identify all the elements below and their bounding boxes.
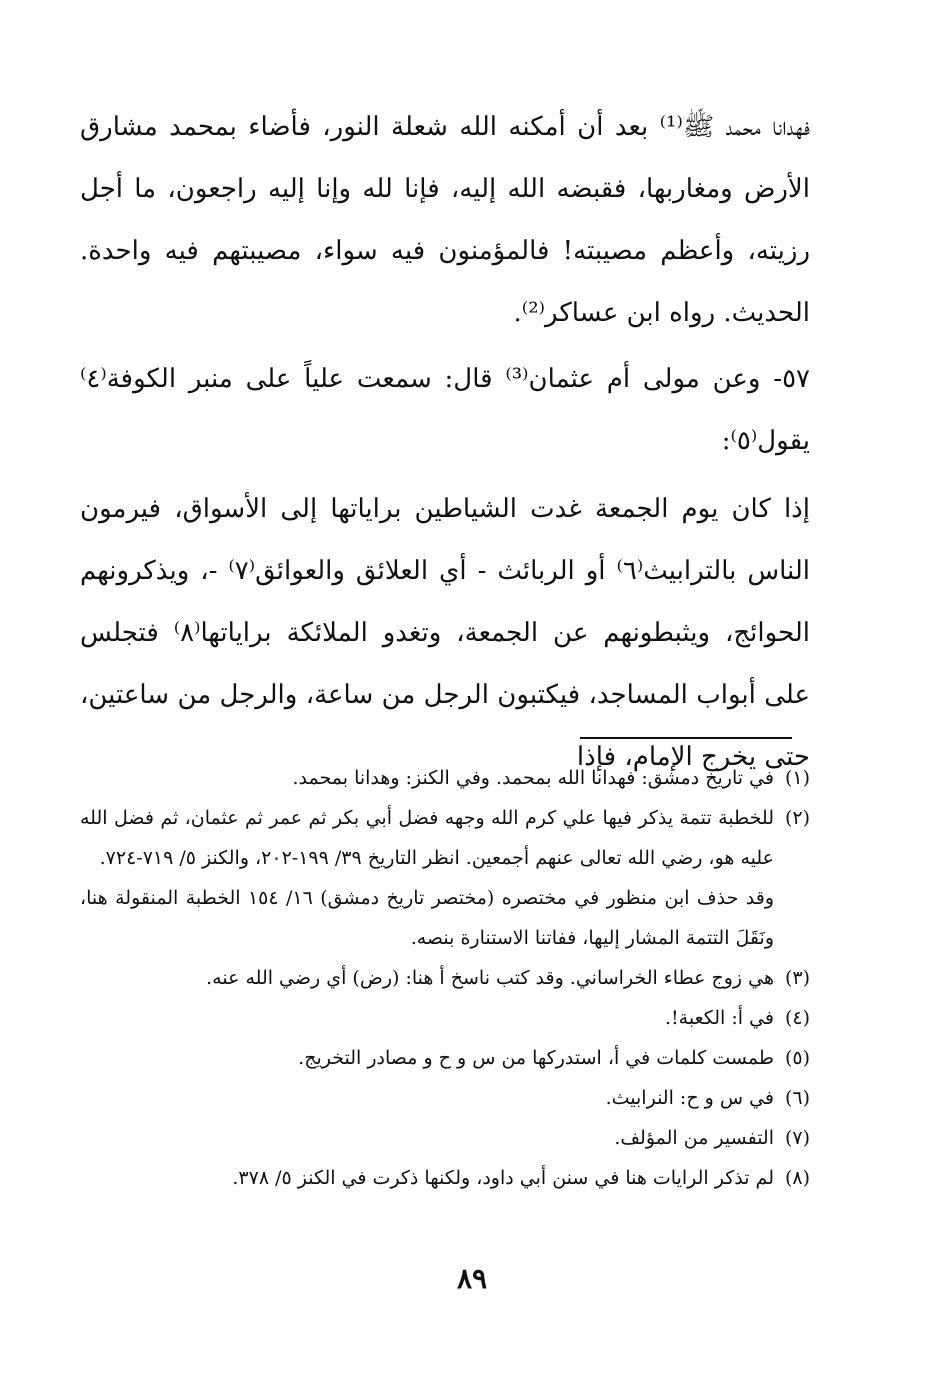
footnote-text: لم تذكر الرايات هنا في سنن أبي داود، ولكنها ذكرت في الكنز ٥/ ٣٧٨. [232,1167,774,1189]
paragraph-2: ٥٧- وعن مولى أم عثمان⁽³⁾ قال: سمعت علياً على منبر الكوفة⁽٤⁾ يقول⁽٥⁾: [80,364,810,456]
footnote-text: هي زوج عطاء الخراساني. وقد كتب ناسخ أ هنا: (رض) أي رضي الله عنه. [206,967,774,989]
footnote-number: (٨) [784,1167,810,1189]
footnote-3 [80,958,810,998]
footnote-text: للخطبة تتمة يذكر فيها علي كرم الله وجهه فضل أبي بكر ثم عمر ثم عثمان، ثم فضل الله عليه هو، رضي الله تعالى عنهم أجمعين. انظر التاريخ ٣٩/ ١٩٩-٢٠٢، والكنز ٥/ ٧١٩-٧٢٤. [80,807,774,869]
footnote-text: في أ: الكعبة!. [665,1007,774,1029]
footnote-number: (٦) [784,1087,810,1109]
footnote-text: طمست كلمات في أ، استدركها من س و ح و مصادر التخريج. [298,1047,774,1069]
footnote-1 [80,758,810,798]
footnote-number: (٣) [784,967,810,989]
footnote-2-continuation [80,878,810,958]
footnote-number: (٤) [784,1007,810,1029]
paragraph-1: فهدانا محمد ﷺ⁽¹⁾ بعد أن أمكنه الله شعلة النور، فأضاء بمحمد مشارق الأرض ومغاربها، فقبضه الله إليه، فإنا لله وإنا إليه راجعون، ما أجل رزيته، وأعظم مصيبته! فالمؤمنون فيه سواء، مصيبتهم فيه واحدة. الحديث. رواه ابن عساكر⁽²⁾. [80,112,810,328]
footnote-divider [580,737,792,739]
footnotes [80,758,810,1198]
footnote-text: في تاريخ دمشق: فهدانا الله بمحمد. وفي الكنز: وهدانا بمحمد. [292,767,774,789]
footnote-text: التفسير من المؤلف. [614,1127,774,1149]
footnote-text: في س و ح: النرابيث. [605,1087,774,1109]
footnote-4 [80,998,810,1038]
footnote-text: وقد حذف ابن منظور في مختصره (مختصر تاريخ دمشق) ١٦/ ١٥٤ الخطبة المنقولة هنا، ونَقَلَ التتمة المشار إليها، ففاتنا الاستنارة بنصه. [80,887,774,949]
footnote-number: (٧) [784,1127,810,1149]
footnote-number: (٥) [784,1047,810,1069]
footnote-7 [80,1118,810,1158]
footnote-5 [80,1038,810,1078]
footnote-8 [80,1158,810,1198]
footnote-6 [80,1078,810,1118]
footnote-number: (٢) [784,807,810,829]
footnote-2 [80,798,810,878]
main-text [80,96,810,788]
page-number: ٨٩ [456,1262,488,1295]
paragraph-3: إذا كان يوم الجمعة غدت الشياطين براياتها إلى الأسواق، فيرمون الناس بالترابيث⁽٦⁾ أو الربائث - أي العلائق والعوائق⁽٧⁾ -، ويذكرونهم الحوائج، ويثبطونهم عن الجمعة، وتغدو الملائكة براياتها⁽٨⁾ فتجلس على أبواب المساجد، فيكتبون الرجل من ساعة، والرجل من ساعتين، حتى يخرج الإمام، فإذا [80,494,810,772]
footnote-number: (١) [784,767,810,789]
